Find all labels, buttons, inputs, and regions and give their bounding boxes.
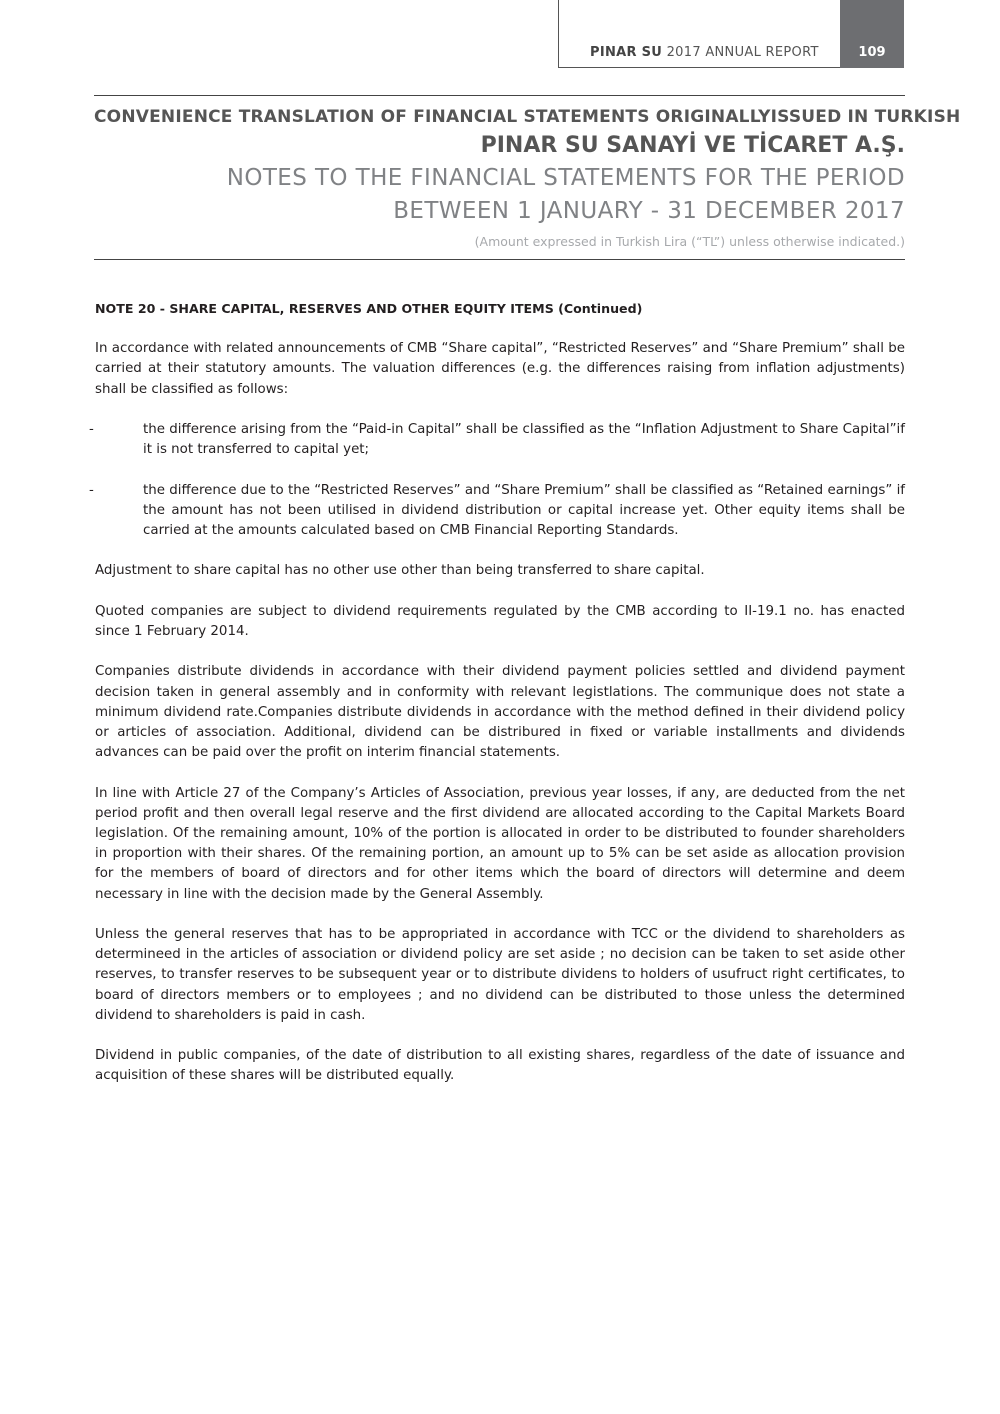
note-content — [89, 299, 905, 1107]
translation-notice: CONVENIENCE TRANSLATION OF FINANCIAL STATEMENTS ORIGINALLYISSUED IN TURKISH — [94, 107, 961, 127]
intro-paragraph: In accordance with related announcements of CMB “Share capital”, “Restricted Reserves” and “Share Premium” shall be carried at their statutory amounts. The valuation differences (e.g. the differences raising from inflation adjustments) shall be classified as follows: — [95, 341, 905, 397]
top-rule — [94, 95, 905, 96]
body-paragraph: Unless the general reserves that has to be appropriated in accordance with TCC or the dividend to shareholders as determineed in the articles of association or dividend policy are set aside ; no decision can be taken to set aside other reserves, to transfer reserves to be subsequent year or to distribute dividens to holders of usufruct right certificates, to board of directors members or to employees ; and no dividend can be distributed to those unless the determined dividend to shareholders is paid in cash. — [95, 926, 905, 1023]
bullet-marker: - — [89, 422, 94, 437]
statement-title: NOTES TO THE FINANCIAL STATEMENTS FOR THE PERIOD — [226, 165, 905, 191]
body-paragraph: Quoted companies are subject to dividend requirements regulated by the CMB according to II-19.1 no. has enacted since 1 February 2014. — [95, 603, 905, 639]
bullet-marker: - — [89, 482, 94, 498]
title-block — [94, 104, 961, 254]
bullet-item — [89, 481, 905, 542]
period-title: BETWEEN 1 JANUARY - 31 DECEMBER 2017 — [393, 198, 905, 224]
bullet-item — [89, 420, 905, 460]
note-heading: NOTE 20 - SHARE CAPITAL, RESERVES AND OTHER EQUITY ITEMS (Continued) — [95, 301, 643, 316]
company-name: PINAR SU SANAYİ VE TİCARET A.Ş. — [480, 133, 905, 158]
body-paragraph: Companies distribute dividends in accordance with their dividend payment policies settled and dividend payment decision taken in general assembly and in conformity with relevant legistlations. The communique does not state a minimum dividend rate.Companies distribute dividends in accordance with the method defined in their dividend policy or articles of association. Additional, dividend can be distribured in fixed or variable installments and dividends advances can be paid over the profit on interim financial statements. — [95, 664, 905, 761]
bottom-rule — [94, 259, 905, 260]
report-label — [590, 45, 819, 60]
body-paragraph: Dividend in public companies, of the date of distribution to all existing shares, regardless of the date of issuance and acquisition of these shares will be distributed equally. — [95, 1048, 905, 1084]
bullet-text: the difference due to the “Restricted Reserves” and “Share Premium” shall be classified as “Retained earnings” if the amount has not been utilised in dividend distribution or capital increase yet. Other equity items shall be carried at the amounts calculated based on CMB Financial Reporting Standards. — [143, 482, 905, 538]
page-number: 109 — [858, 45, 886, 60]
report-name: 2017 ANNUAL REPORT — [666, 45, 819, 60]
currency-note: (Amount expressed in Turkish Lira (“TL”) unless otherwise indicated.) — [474, 234, 905, 249]
body-paragraph: In line with Article 27 of the Company’s Articles of Association, previous year losses, if any, are deducted from the net period profit and then overall legal reserve and the first dividend are allocated according to the Capital Markets Board legislation. Of the remaining amount, 10% of the portion is allocated in order to be distributed to founder shareholders in proportion with their shares. Of the remaining portion, an amount up to 5% can be set aside as allocation provision for the members of board of directors and for other items which the board of directors will determine and deem necessary in line with the decision made by the General Assembly. — [95, 785, 905, 902]
bullet-text: the difference arising from the “Paid-in Capital” shall be classified as the “Inflation Adjustment to Share Capital”if it is not transferred to capital yet; — [143, 422, 905, 458]
brand-name: PINAR SU — [590, 45, 663, 60]
body-paragraph: Adjustment to share capital has no other use other than being transferred to share capital. — [95, 563, 705, 579]
